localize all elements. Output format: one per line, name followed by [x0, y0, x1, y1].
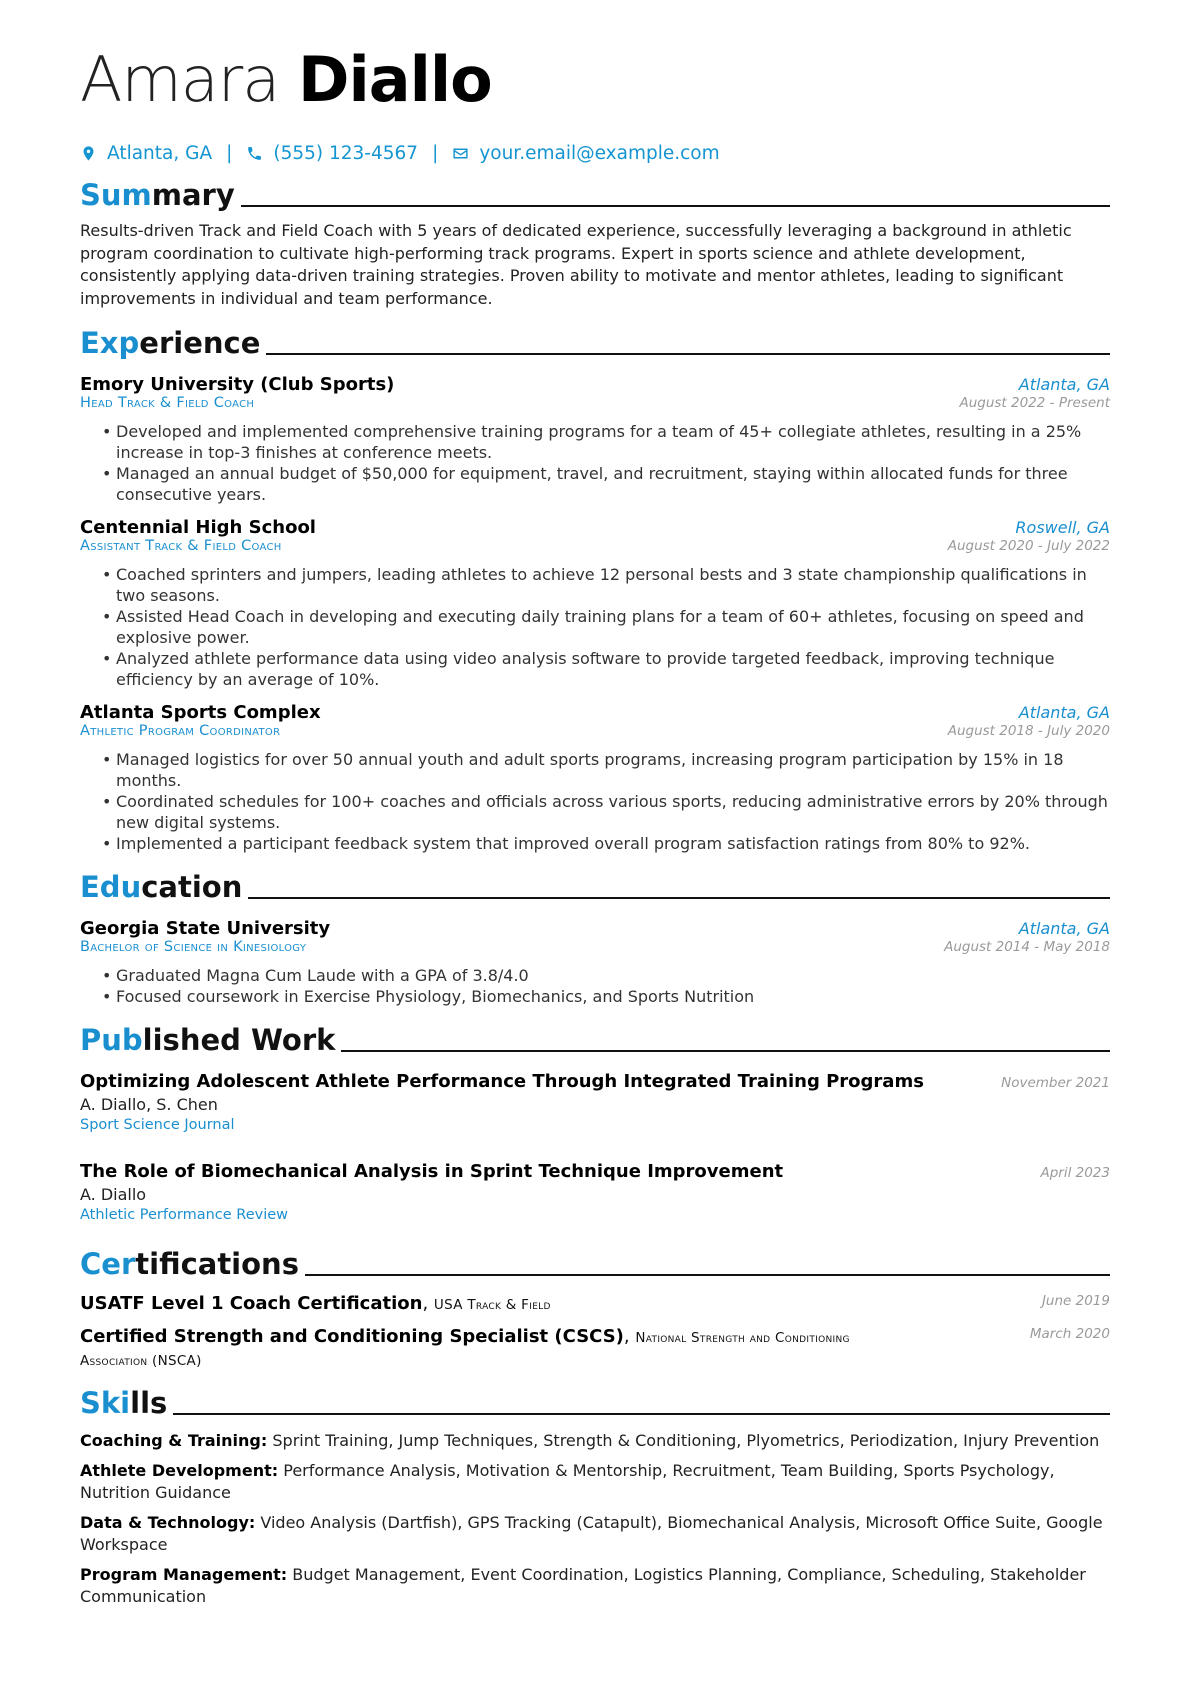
published-section-heading	[80, 1021, 1110, 1059]
bullet-item: • Implemented a participant feedback system that improved overall program satisfaction ratings from 80% to 92%.	[102, 833, 1110, 854]
contact-separator: |	[432, 142, 439, 164]
skill-row	[80, 1460, 1110, 1504]
bullet-item: • Graduated Magna Cum Laude with a GPA of 3.8/4.0	[102, 965, 1110, 986]
bullet-item: • Analyzed athlete performance data using video analysis software to provide targeted feedback, improving technique efficiency by an average of 10%.	[102, 648, 1110, 690]
job-bullets	[80, 749, 1110, 854]
section-rule	[305, 1274, 1110, 1276]
experience-entry	[80, 374, 1110, 505]
job-dates: August 2018 - July 2020	[947, 723, 1110, 739]
skill-category: Athlete Development:	[80, 1461, 279, 1480]
section-title: Certifications	[80, 1247, 299, 1281]
section-rule	[241, 205, 1110, 207]
phone-text: (555) 123-4567	[273, 142, 419, 164]
publication-venue: Sport Science Journal	[80, 1117, 235, 1133]
publication-venue: Athletic Performance Review	[80, 1207, 289, 1223]
contact-line	[80, 140, 1110, 166]
skill-category: Coaching & Training:	[80, 1431, 268, 1450]
section-title: Published Work	[80, 1023, 336, 1057]
job-dates: August 2022 - Present	[959, 395, 1110, 411]
skill-list: Video Analysis (Dartfish), GPS Tracking (Catapult), Biomechanical Analysis, Microsoft Office Suite, Google Workspace	[80, 1513, 1103, 1554]
bullet-item: • Assisted Head Coach in developing and executing daily training plans for a team of 60+ athletes, focusing on speed and explosive power.	[102, 606, 1110, 648]
section-title: Education	[80, 870, 243, 904]
certification-entry: USATF Level 1 Coach Certification, USA Track & Field June 2019	[80, 1293, 1110, 1314]
section-title: Summary	[80, 178, 235, 212]
education-section-heading	[80, 868, 1110, 906]
skills-section-heading	[80, 1384, 1110, 1422]
skill-row	[80, 1564, 1110, 1608]
employer-name: Emory University (Club Sports)	[80, 374, 395, 395]
section-rule	[341, 1050, 1110, 1052]
experience-section-heading	[80, 324, 1110, 362]
certifications-section-heading	[80, 1245, 1110, 1283]
first-name: Amara	[80, 43, 280, 116]
publication-title: Optimizing Adolescent Athlete Performance Through Integrated Training Programs	[80, 1071, 924, 1092]
publication-title: The Role of Biomechanical Analysis in Sprint Technique Improvement	[80, 1161, 784, 1182]
section-rule	[266, 353, 1110, 355]
bullet-item: • Managed an annual budget of $50,000 for equipment, travel, and recruitment, staying within allocated funds for three consecutive years.	[102, 463, 1110, 505]
section-title: Experience	[80, 326, 261, 360]
section-rule	[248, 897, 1110, 899]
education-dates: August 2014 - May 2018	[944, 939, 1110, 955]
certification-name: USATF Level 1 Coach Certification	[80, 1293, 423, 1314]
job-location: Atlanta, GA	[1018, 375, 1110, 394]
degree: Bachelor of Science in Kinesiology	[80, 939, 307, 955]
publication-date: November 2021	[1001, 1075, 1110, 1091]
certification-date: June 2019	[1041, 1293, 1110, 1309]
education-entry	[80, 918, 1110, 1007]
publication-entry	[80, 1071, 1110, 1133]
employer-name: Atlanta Sports Complex	[80, 702, 321, 723]
bullet-item: • Developed and implemented comprehensive training programs for a team of 45+ collegiate athletes, resulting in a 25% increase in top-3 finishes at conference meets.	[102, 421, 1110, 463]
job-role: Assistant Track & Field Coach	[80, 538, 282, 554]
experience-entry	[80, 702, 1110, 854]
contact-separator: |	[226, 142, 233, 164]
certification-name: Certified Strength and Conditioning Specialist (CSCS)	[80, 1326, 624, 1347]
publication-date: April 2023	[1040, 1165, 1110, 1181]
location-pin-icon	[80, 145, 97, 162]
job-role: Athletic Program Coordinator	[80, 723, 281, 739]
school-name: Georgia State University	[80, 918, 331, 939]
publication-authors: A. Diallo, S. Chen	[80, 1095, 218, 1114]
last-name: Diallo	[298, 43, 492, 116]
skill-category: Program Management:	[80, 1565, 288, 1584]
bullet-item: • Coached sprinters and jumpers, leading athletes to achieve 12 personal bests and 3 state championship qualifications in two seasons.	[102, 564, 1110, 606]
skill-row	[80, 1430, 1110, 1452]
job-location: Roswell, GA	[1015, 518, 1110, 537]
summary-section-heading	[80, 176, 1110, 214]
publication-authors: A. Diallo	[80, 1185, 147, 1204]
bullet-item: • Managed logistics for over 50 annual youth and adult sports programs, increasing program participation by 15% in 18 months.	[102, 749, 1110, 791]
job-bullets	[80, 564, 1110, 690]
employer-name: Centennial High School	[80, 517, 316, 538]
skill-list: Sprint Training, Jump Techniques, Strength & Conditioning, Plyometrics, Periodization, Injury Prevention	[272, 1431, 1100, 1450]
publication-entry	[80, 1161, 1110, 1223]
certification-org: USA Track & Field	[433, 1297, 551, 1313]
envelope-icon	[452, 145, 469, 162]
name-heading	[80, 40, 1110, 120]
section-rule	[173, 1413, 1110, 1415]
skill-list: Performance Analysis, Motivation & Mentorship, Recruitment, Team Building, Sports Psychology, Nutrition Guidance	[80, 1461, 1055, 1502]
school-location: Atlanta, GA	[1018, 919, 1110, 938]
job-role: Head Track & Field Coach	[80, 395, 255, 411]
certification-entry: Certified Strength and Conditioning Specialist (CSCS), National Strength and Conditioning Association (NSCA) March 2020	[80, 1326, 1110, 1372]
education-bullets	[80, 965, 1110, 1007]
location-text: Atlanta, GA	[107, 142, 213, 164]
skill-row	[80, 1512, 1110, 1556]
summary-text: Results-driven Track and Field Coach with 5 years of dedicated experience, successfully leveraging a background in athletic program coordination to cultivate high-performing track programs. Expert in sports science and athlete development, consistently applying data-driven training strategies. Proven ability to motivate and mentor athletes, leading to significant improvements in individual and team performance.	[80, 221, 1072, 308]
certification-date: March 2020	[1029, 1326, 1110, 1342]
bullet-item: • Coordinated schedules for 100+ coaches and officials across various sports, reducing administrative errors by 20% through new digital systems.	[102, 791, 1110, 833]
job-bullets	[80, 421, 1110, 505]
phone-icon	[246, 145, 263, 162]
experience-entry	[80, 517, 1110, 690]
job-dates: August 2020 - July 2022	[947, 538, 1110, 554]
skill-list: Budget Management, Event Coordination, Logistics Planning, Compliance, Scheduling, Stakeholder Communication	[80, 1565, 1086, 1606]
email-link[interactable]: your.email@example.com	[479, 142, 720, 164]
certification-org: National Strength and Conditioning Association (NSCA)	[80, 1330, 850, 1369]
bullet-item: • Focused coursework in Exercise Physiology, Biomechanics, and Sports Nutrition	[102, 986, 1110, 1007]
skill-category: Data & Technology:	[80, 1513, 256, 1532]
job-location: Atlanta, GA	[1018, 703, 1110, 722]
section-title: Skills	[80, 1386, 168, 1420]
